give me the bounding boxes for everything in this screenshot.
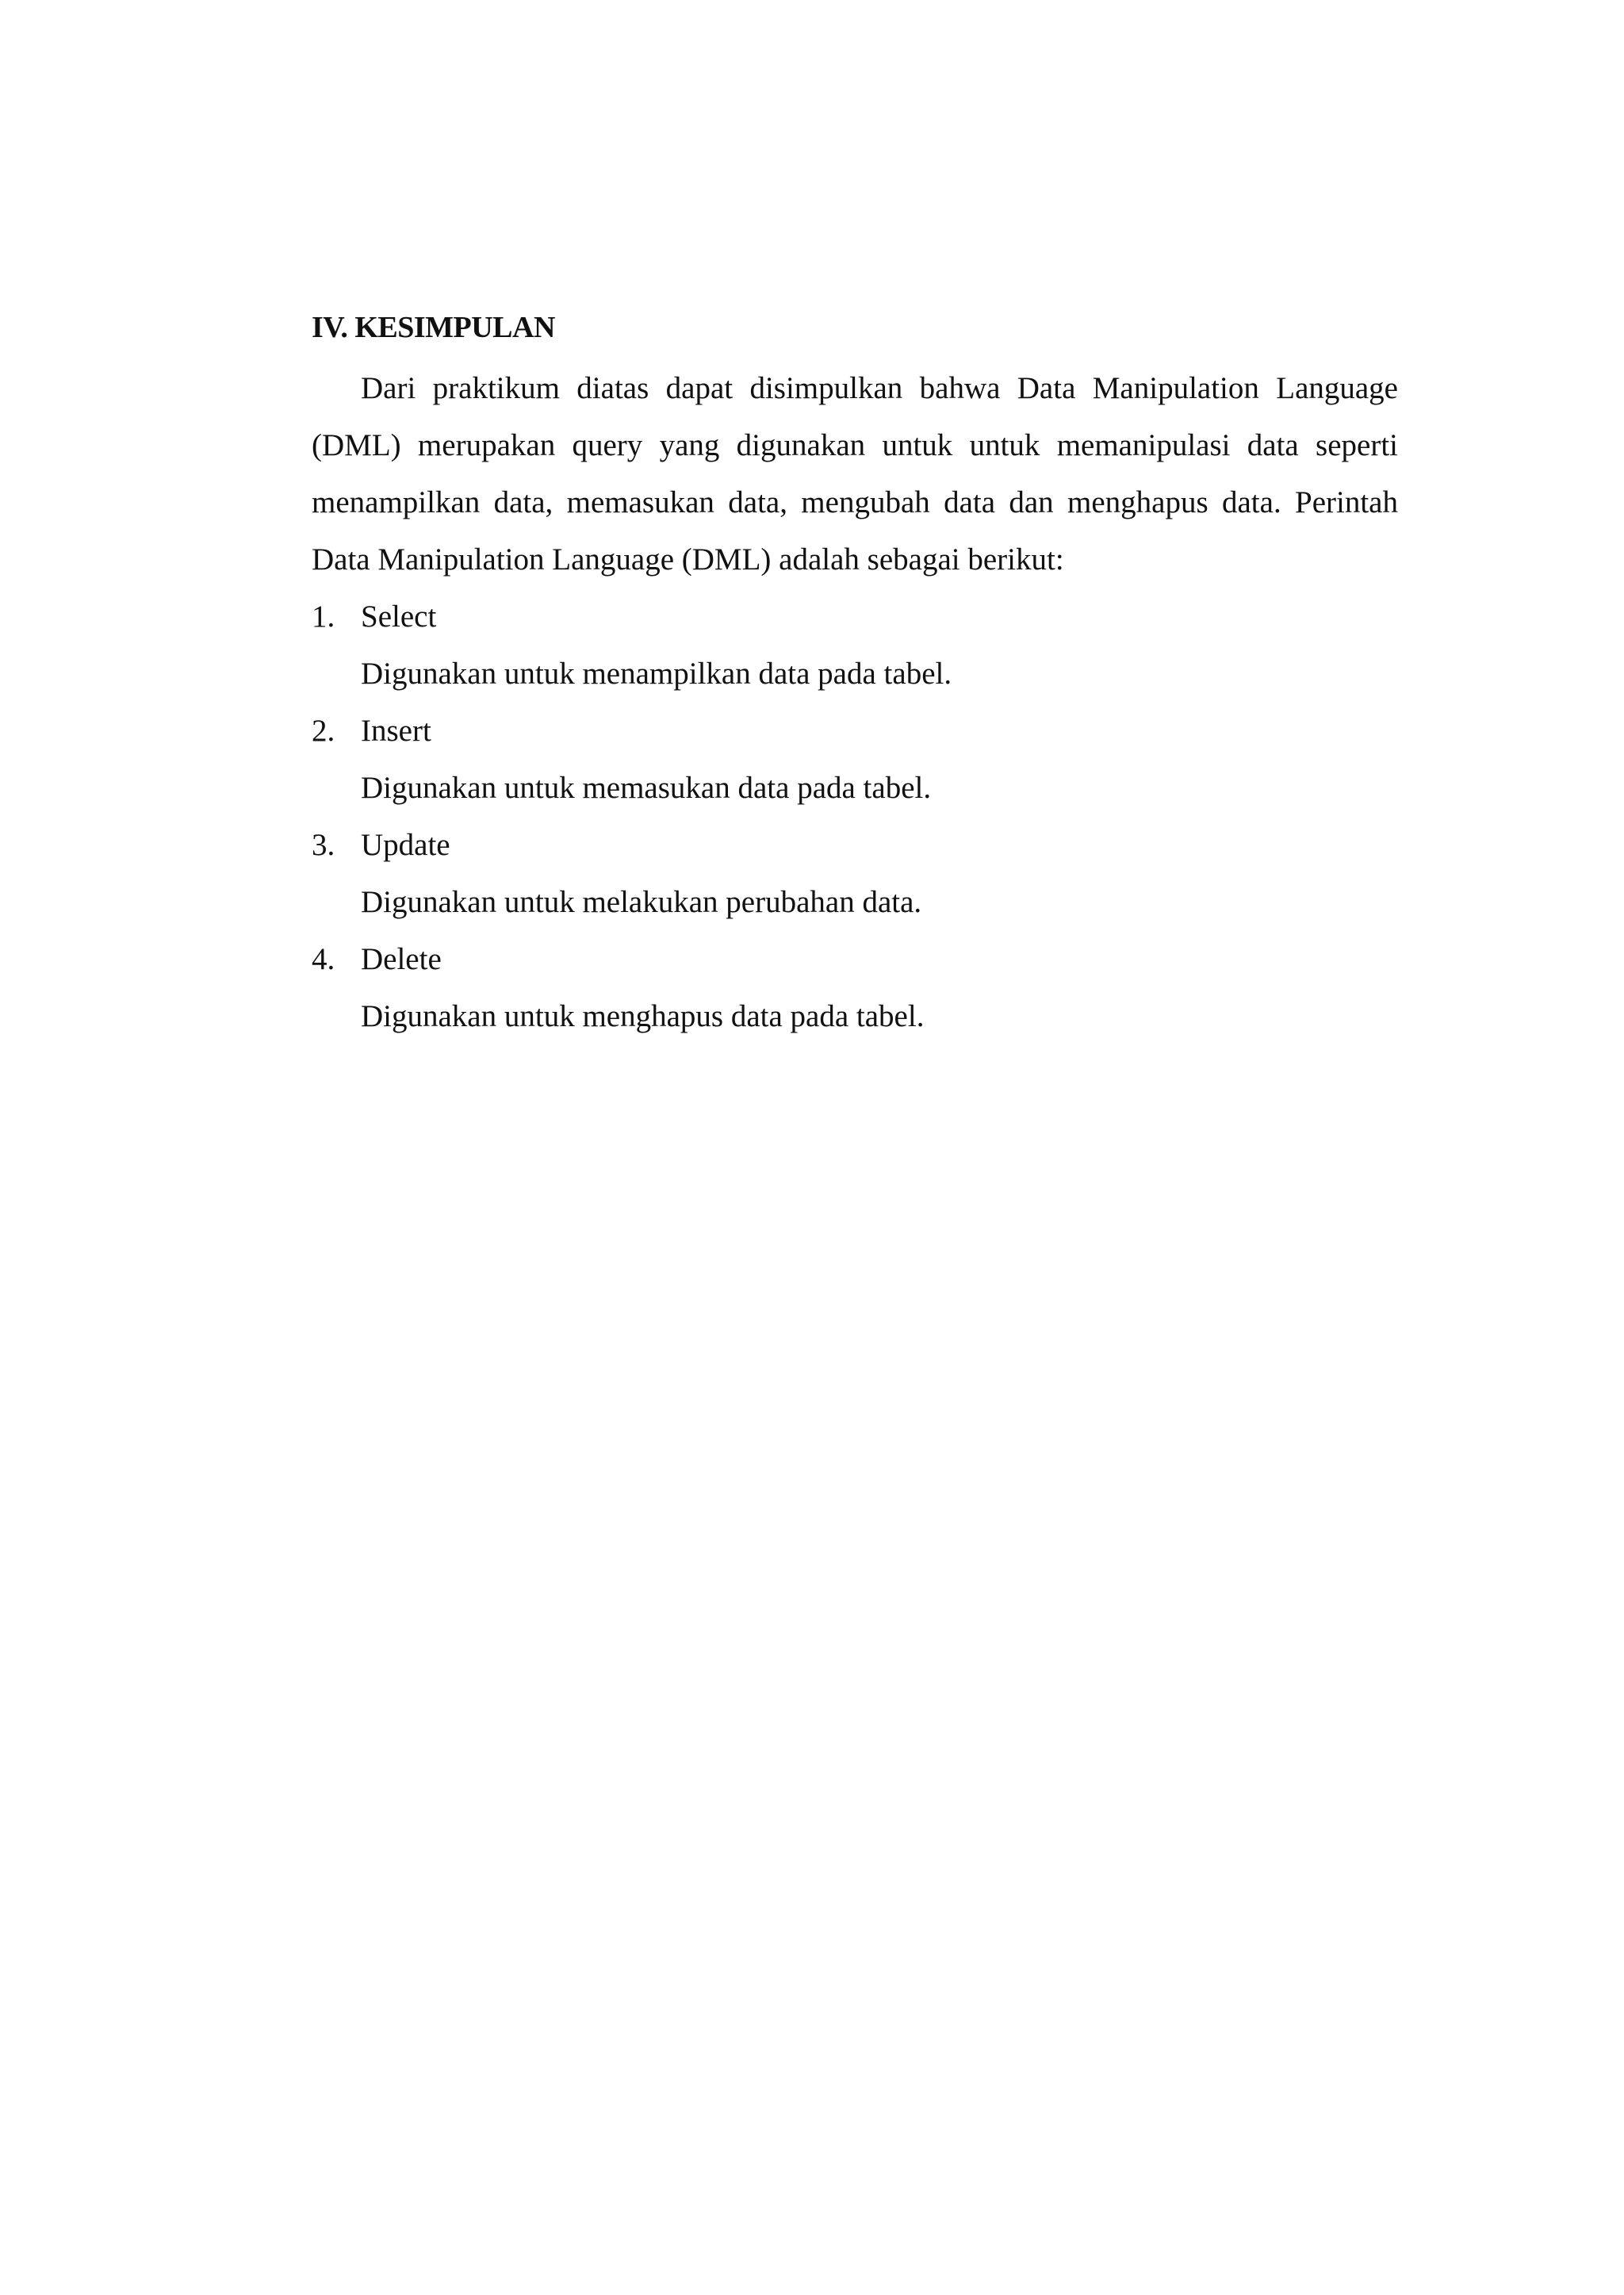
- list-item-title: Update: [361, 828, 450, 862]
- list-item-select: [312, 588, 1398, 703]
- list-item-number: 1.: [312, 600, 335, 634]
- list-item-header: [312, 931, 1398, 988]
- list-item-insert: [312, 703, 1398, 817]
- list-item-number: 3.: [312, 828, 335, 862]
- list-item-title: Delete: [361, 942, 442, 976]
- conclusion-paragraph: Dari praktikum diatas dapat disimpulkan bahwa Data Manipulation Language (DML) merupakan query yang digunakan untuk untuk memanipulasi data seperti menampilkan data, memasukan data, mengubah data dan menghapus data. Perintah Data Manipulation Language (DML) adalah sebagai berikut:: [312, 371, 1398, 577]
- list-item-delete: [312, 931, 1398, 1045]
- list-item-header: [312, 817, 1398, 874]
- list-item-title: Select: [361, 600, 437, 634]
- list-item-update: [312, 817, 1398, 931]
- list-item-description: Digunakan untuk menghapus data pada tabel.: [361, 999, 925, 1033]
- list-item-header: [312, 703, 1398, 760]
- dml-command-list: [312, 588, 1398, 1045]
- list-item-title: Insert: [361, 714, 431, 748]
- list-item-description: Digunakan untuk melakukan perubahan data.: [361, 885, 922, 919]
- list-item-header: [312, 588, 1398, 646]
- list-item-number: 2.: [312, 714, 335, 748]
- page-content: [312, 308, 1398, 1045]
- section-heading: IV. KESIMPULAN: [312, 311, 555, 344]
- list-item-number: 4.: [312, 942, 335, 976]
- list-item-description: Digunakan untuk menampilkan data pada tabel.: [361, 657, 952, 691]
- list-item-description: Digunakan untuk memasukan data pada tabel.: [361, 771, 932, 805]
